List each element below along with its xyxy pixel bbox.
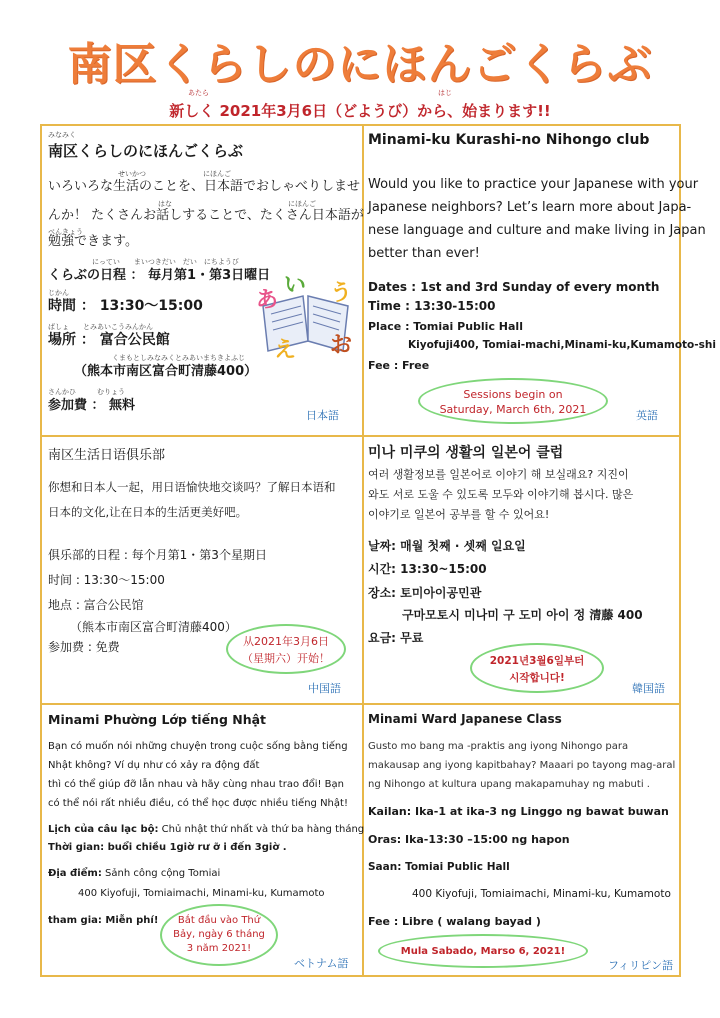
ja-schedule: くらぶの日程 ： 毎月第1・第3日曜日	[48, 268, 271, 283]
start-date-text: 新しく 2021年3月6日（どようび）から、始まります!!	[169, 102, 551, 120]
tl-schedule: Kailan: Ika-1 at ika-3 ng Linggo ng bawat buwan	[368, 805, 669, 818]
zh-title: 南区生活日语俱乐部	[48, 448, 166, 463]
ruby-ara: あたら	[188, 89, 209, 97]
ja-time: 時間 ： 13:30～15:00	[48, 298, 203, 314]
vi-place	[48, 868, 220, 879]
ja-lang-label: 日本語	[306, 409, 339, 422]
ja-paragraph-2: んか！ たくさんお話しすることで、たくさん日本語が	[48, 208, 364, 223]
ko-time: 시간: 13:30~15:00	[368, 562, 487, 576]
zh-paragraph-2: 日本的文化,让在日本的生活更美好吧。	[48, 505, 248, 519]
tl-address: 400 Kiyofuji, Tomiaimachi, Minami-ku, Kumamoto	[412, 888, 671, 900]
ruby-minamiku: みなみく	[48, 131, 76, 139]
ruby-nihongo: にほんご	[203, 170, 231, 178]
vi-place-label: Địa điểm:	[48, 868, 102, 879]
vi-oval-line-2: Bảy, ngày 6 tháng	[173, 929, 265, 940]
ja-r5-ruby: さんかひ むりょう	[48, 388, 125, 396]
ruby-hana: はな	[158, 200, 172, 208]
ja-paragraph-3: 勉強できます。	[48, 234, 138, 249]
vi-paragraph-2: Nhật không? Ví dụ như có xảy ra động đất	[48, 760, 260, 771]
zh-schedule: 俱乐部的日程 : 每个月第1・第3个星期日	[48, 548, 267, 562]
ko-paragraph-3: 이야기로 일본어 공부를 할 수 있어요!	[368, 508, 550, 521]
ruby-nihongo2: にほんご	[288, 200, 316, 208]
en-paragraph-4: better than ever!	[368, 246, 480, 261]
vi-schedule-label: Lịch của câu lạc bộ:	[48, 824, 159, 835]
tl-title: Minami Ward Japanese Class	[368, 712, 562, 726]
ja-r3-ruby: ばしょ とみあいこうみんかん	[48, 323, 153, 331]
ruby-seikatsu: せいかつ	[118, 170, 146, 178]
zh-fee: 参加费 : 免费	[48, 640, 120, 654]
filipino-section	[368, 706, 680, 976]
zh-place: 地点 : 富合公民馆	[48, 598, 144, 612]
korean-section	[368, 438, 680, 702]
tl-start-oval	[378, 934, 588, 968]
zh-paragraph-1: 你想和日本人一起，用日语愉快地交谈吗？了解日本语和	[48, 480, 336, 494]
ja-address: （熊本市南区富合町清藤400）	[74, 364, 258, 379]
ja-r2-ruby: じかん	[48, 289, 69, 297]
en-paragraph-1: Would you like to practice your Japanese with your	[368, 177, 699, 192]
en-fee: Fee : Free	[368, 359, 430, 372]
grid-divider-vertical	[362, 126, 364, 975]
ko-place: 장소: 토미아이공민관	[368, 586, 482, 600]
language-grid	[40, 124, 716, 977]
illus-e: え	[274, 338, 297, 363]
tl-place: Saan: Tomiai Public Hall	[368, 861, 510, 873]
illus-u: う	[330, 281, 353, 306]
ko-start-oval	[470, 643, 604, 693]
ja-fee: 参加費 ： 無料	[48, 398, 136, 413]
ko-paragraph-2: 와도 서로 도울 수 있도록 모두와 이야기해 봅시다. 많은	[368, 488, 634, 501]
page-title: 南区くらしのにほんごくらぶ	[67, 39, 653, 90]
grid-divider-2	[42, 703, 679, 705]
en-oval-line-1: Sessions begin on	[463, 388, 563, 401]
en-title: Minami-ku Kurashi-no Nihongo club	[368, 132, 650, 148]
ja-paragraph-1: いろいろな生活のことを、日本語でおしゃべりしませ	[48, 179, 361, 194]
vi-schedule	[48, 824, 364, 835]
en-paragraph-2: Japanese neighbors? Let’s learn more about Japa-	[368, 200, 692, 215]
tl-oval-line-1: Mula Sabado, Marso 6, 2021!	[400, 946, 566, 957]
en-time: Time : 13:30-15:00	[368, 299, 496, 313]
tl-paragraph-2: makausap ang iyong kapitbahay? Maaari po tayong mag-aral	[368, 760, 676, 771]
ko-fee: 요금: 무료	[368, 631, 424, 645]
ko-oval-line-1: 2021년3월6일부터	[489, 655, 585, 667]
illus-a: あ	[256, 288, 279, 313]
ja-r4-ruby: くまもとしみなみくとみあいまちきよふじ	[112, 354, 245, 362]
vi-schedule-value: Chủ nhật thứ nhất và thứ ba hàng tháng	[158, 824, 365, 835]
chinese-section	[48, 438, 360, 702]
ja-title: 南区くらしのにほんごくらぶ	[48, 142, 244, 160]
vi-paragraph-3: thì có thể giúp đỡ lẫn nhau và hãy cùng nhau trao đổi! Bạn	[48, 779, 345, 790]
vi-fee: tham gia: Miễn phí!	[48, 915, 159, 926]
en-address: Kiyofuji400, Tomiai-machi,Minami-ku,Kumamoto-shi	[408, 339, 716, 351]
illus-o: お	[330, 333, 353, 358]
en-dates: Dates : 1st and 3rd Sunday of every month	[368, 280, 660, 294]
vi-oval-line-3: 3 năm 2021!	[186, 943, 252, 954]
vi-title: Minami Phường Lớp tiếng Nhật	[48, 712, 267, 727]
ja-place: 場所 ： 富合公民館	[48, 332, 170, 348]
en-paragraph-3: nese language and culture and make living in Japan	[368, 223, 706, 238]
illus-i: い	[284, 273, 307, 298]
zh-lang-label: 中国語	[308, 682, 341, 695]
vi-paragraph-1: Bạn có muốn nói những chuyện trong cuộc sống bằng tiếng	[48, 741, 348, 752]
tl-paragraph-3: ng Nihongo at kultura upang makapamuhay ng mabuti .	[368, 779, 650, 790]
ruby-haji: はじ	[438, 89, 452, 97]
tl-paragraph-1: Gusto mo bang ma -praktis ang iyong Nihongo para	[368, 741, 629, 752]
vi-place-value: Sảnh công cộng Tomiai	[101, 868, 221, 879]
en-start-oval	[418, 378, 608, 424]
zh-start-oval	[226, 624, 346, 674]
vi-oval-line-1: Bắt đầu vào Thứ	[177, 915, 261, 926]
ko-address: 구마모토시 미나미 구 도미 아이 정 清藤 400	[402, 608, 643, 622]
vi-address: 400 Kiyofuji, Tomiaimachi, Minami-ku, Kumamoto	[78, 888, 325, 899]
tl-time: Oras: Ika-13:30 –15:00 ng hapon	[368, 833, 570, 846]
vi-lang-label: ベトナム語	[294, 957, 349, 970]
zh-address: （熊本市南区富合町清藤400）	[70, 620, 237, 634]
zh-oval-line-1: 从2021年3月6日	[243, 635, 329, 648]
en-place: Place : Tomiai Public Hall	[368, 320, 523, 333]
grid-divider-1	[42, 435, 679, 437]
vietnamese-section	[48, 706, 365, 976]
ko-lang-label: 韓国語	[632, 682, 665, 695]
tl-fee: Fee : Libre ( walang bayad )	[368, 915, 541, 928]
ja-r1-ruby: にってい まいつきだい だい にちようび	[92, 258, 239, 266]
tl-lang-label: フィリピン語	[608, 959, 674, 972]
ko-oval-line-2: 시작합니다!	[509, 672, 565, 684]
en-oval-line-2: Saturday, March 6th, 2021	[439, 403, 587, 416]
ruby-benkyou: べんきょう	[48, 228, 83, 236]
en-lang-label: 英語	[636, 409, 658, 422]
vi-time: Thời gian: buổi chiều 1giờ rư ỡ i đến 3giờ .	[48, 842, 287, 853]
english-section	[368, 128, 716, 434]
zh-time: 时间 : 13:30～15:00	[48, 573, 165, 587]
ko-schedule: 날짜: 매월 첫째 · 셋째 일요일	[368, 539, 526, 553]
vi-paragraph-4: có thể nói rất nhiều điều, có thể học được nhiều tiếng Nhật!	[48, 798, 348, 809]
ko-paragraph-1: 여러 생활정보를 일본어로 이야기 해 보실래요? 지진이	[368, 468, 629, 481]
ko-title: 미나 미쿠의 생활의 일본어 클럽	[368, 445, 564, 461]
japanese-section	[48, 128, 364, 434]
vi-start-oval	[160, 904, 278, 966]
zh-oval-line-2: （星期六）开始！	[242, 652, 330, 665]
